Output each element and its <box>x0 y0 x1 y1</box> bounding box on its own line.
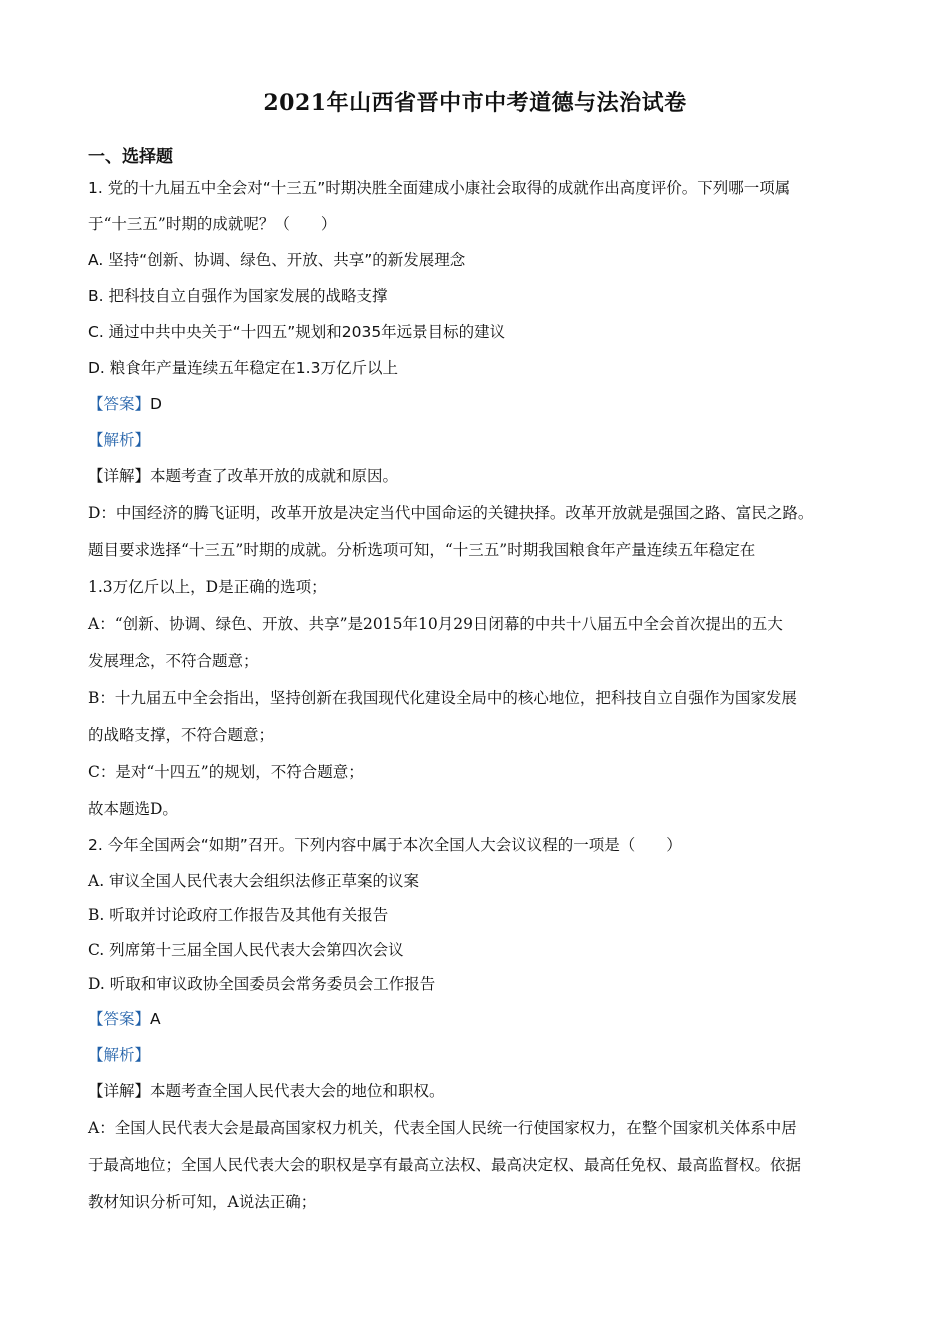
q1-explain-line: D：中国经济的腾飞证明，改革开放是决定当代中国命运的关键抉择。改革开放就是强国之路、富民之路。 <box>88 504 814 522</box>
q1-detail-text: 本题考查了改革开放的成就和原因。 <box>150 467 399 485</box>
q1-analysis-tag: 【解析】 <box>88 431 151 449</box>
q2-option-d: D. 听取和审议政协全国委员会常务委员会工作报告 <box>88 975 436 993</box>
q1-explain-line: A：“创新、协调、绿色、开放、共享”是2015年10月29日闭幕的中共十八届五中全会首次提出的五大 <box>88 615 783 633</box>
q2-detail-text: 本题考查全国人民代表大会的地位和职权。 <box>150 1082 445 1100</box>
q1-explain-line: 故本题选D。 <box>88 800 178 818</box>
q1-explain-line: B：十九届五中全会指出，坚持创新在我国现代化建设全局中的核心地位，把科技自立自强作为国家发展 <box>88 689 797 707</box>
q2-answer-tag: 【答案】 <box>88 1010 151 1028</box>
q1-answer <box>88 392 162 414</box>
q2-explain-line: 教材知识分析可知，A说法正确； <box>88 1193 317 1211</box>
q2-analysis-tag: 【解析】 <box>88 1046 151 1064</box>
section-heading: 一、选择题 <box>88 147 173 167</box>
q2-option-b: B. 听取并讨论政府工作报告及其他有关报告 <box>88 906 389 924</box>
q2-detail-tag: 【详解】 <box>88 1082 151 1100</box>
document-title: 2021年山西省晋中市中考道德与法治试卷 <box>263 90 687 116</box>
q1-explain-line: 1.3万亿斤以上，D是正确的选项； <box>88 578 327 596</box>
q1-explain-line: 发展理念，不符合题意； <box>88 652 259 670</box>
q1-answer-tag: 【答案】 <box>88 395 151 413</box>
q1-option-b: B. 把科技自立自强作为国家发展的战略支撑 <box>88 287 388 305</box>
q1-explain-line: C：是对“十四五”的规划，不符合题意； <box>88 763 364 781</box>
q1-explain-line: 的战略支撑，不符合题意； <box>88 726 275 744</box>
q2-answer <box>88 1007 161 1029</box>
q2-stem: 2. 今年全国两会“如期”召开。下列内容中属于本次全国人大会议议程的一项是（ ） <box>88 836 682 854</box>
q1-detail-tag: 【详解】 <box>88 467 151 485</box>
q1-explain-line: 题目要求选择“十三五”时期的成就。分析选项可知，“十三五”时期我国粮食年产量连续五年稳定在 <box>88 541 756 559</box>
q1-detail <box>88 464 398 486</box>
q1-answer-value: D <box>150 395 162 413</box>
q2-option-a: A. 审议全国人民代表大会组织法修正草案的议案 <box>88 872 420 890</box>
q2-explain-line: 于最高地位；全国人民代表大会的职权是享有最高立法权、最高决定权、最高任免权、最高监督权。依据 <box>88 1156 802 1174</box>
q2-option-c: C. 列席第十三届全国人民代表大会第四次会议 <box>88 941 404 959</box>
q2-detail <box>88 1079 445 1101</box>
q1-stem-line2: 于“十三五”时期的成就呢？（ ） <box>88 215 337 233</box>
q2-answer-value: A <box>150 1010 161 1028</box>
q1-option-d: D. 粮食年产量连续五年稳定在1.3万亿斤以上 <box>88 359 398 377</box>
q1-option-a: A. 坚持“创新、协调、绿色、开放、共享”的新发展理念 <box>88 251 466 269</box>
q1-stem-line1: 1. 党的十九届五中全会对“十三五”时期决胜全面建成小康社会取得的成就作出高度评价。下列哪一项属 <box>88 179 791 197</box>
q2-explain-line: A：全国人民代表大会是最高国家权力机关，代表全国人民统一行使国家权力，在整个国家机关体系中居 <box>88 1119 797 1137</box>
q1-option-c: C. 通过中共中央关于“十四五”规划和2035年远景目标的建议 <box>88 323 506 341</box>
